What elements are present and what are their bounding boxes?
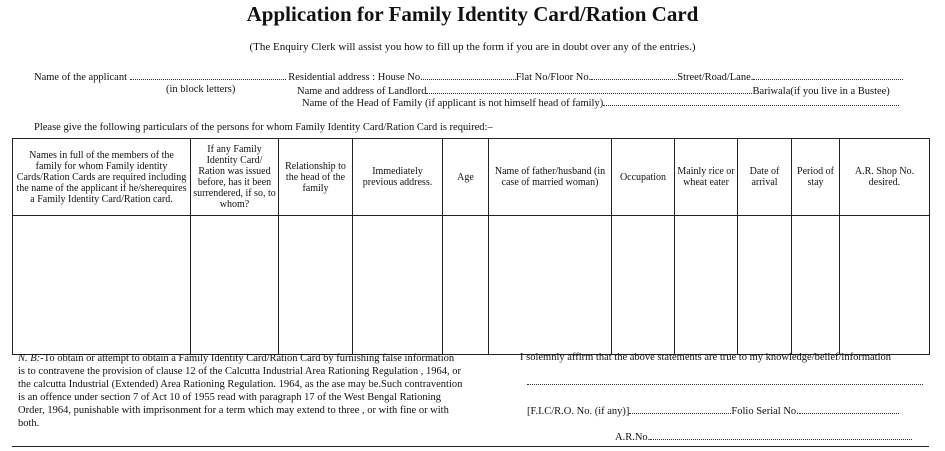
cell-date-arrival[interactable] [738, 216, 792, 355]
col-ar-shop: A.R. Shop No. desired. [840, 139, 930, 216]
applicant-name-field[interactable] [130, 70, 286, 80]
ar-label: A.R.No. [615, 432, 651, 443]
cell-rice-wheat[interactable] [675, 216, 738, 355]
cell-period-stay[interactable] [792, 216, 840, 355]
landlord-field[interactable] [426, 84, 752, 94]
col-relationship: Relationship to the head of the family [279, 139, 353, 216]
street-label: Street/Road/Lane. [677, 72, 754, 83]
affirmation-text: I solemnly affirm that the above statements are true to my knowledge/belief/information [520, 352, 891, 363]
col-date-arrival: Date of arrival [738, 139, 792, 216]
street-field[interactable] [753, 70, 903, 80]
cell-father-husband[interactable] [489, 216, 612, 355]
applicant-name-row [34, 70, 903, 83]
col-names: Names in full of the members of the family for whom Family identity Cards/Ration Cards are required including the name of the applicant if he/sherequires a Family Identity Card/Ration card. [13, 139, 191, 216]
col-age: Age [443, 139, 489, 216]
signature-line[interactable] [527, 378, 923, 385]
nb-prefix: N. B: [18, 353, 41, 364]
cell-previous-card[interactable] [191, 216, 279, 355]
cell-occupation[interactable] [612, 216, 675, 355]
nb-text: -To obtain or attempt to obtain a Family Identity Card/Ration Card by furnishing false information is to contravene the provision of clause 12 of the Calcutta Industrial Area Rationing Regulation , 1964, or the calcutta Industrial (Extended) Area Rationing Regulation. 1964, as the ase may be.Such contravention is an offence under section 7 of Act 10 of 1955 read with paragraph 17 of the West Bengal Rationing Order, 1964, punishable with imprisonment for a term which may extend to three , or with fine or with both. [18, 353, 463, 429]
table-row [13, 216, 930, 355]
col-occupation: Occupation [612, 139, 675, 216]
form-subtitle: (The Enquiry Clerk will assist you how to fill up the form if you are in doubt over any of the entries.) [249, 41, 696, 53]
table-intro: Please give the following particulars of the persons for whom Family Identity Card/Ration Card is required:– [34, 122, 493, 133]
table-header-row [13, 139, 930, 216]
block-letters-note: (in block letters) [166, 84, 236, 95]
nb-note [18, 352, 463, 430]
col-previous-address: Immediately previous address. [353, 139, 443, 216]
cell-relationship[interactable] [279, 216, 353, 355]
family-members-table [12, 138, 930, 355]
col-rice-wheat: Mainly rice or wheat eater [675, 139, 738, 216]
flat-no-field[interactable] [591, 70, 677, 80]
bottom-rule [12, 446, 929, 447]
head-of-family-row [302, 96, 899, 109]
col-period-stay: Period of stay [792, 139, 840, 216]
residential-address-label: Residential address : House No. [288, 72, 423, 83]
col-previous-card: If any Family Identity Card/ Ration was issued before, has it been surrendered, if so, to whom? [191, 139, 279, 216]
folio-label: Folio Serial No. [731, 406, 799, 417]
bariwala-label: Bariwala(if you live in a Bustee) [752, 86, 890, 97]
flat-label: Flat No/Floor No. [515, 72, 592, 83]
house-no-field[interactable] [423, 70, 516, 80]
applicant-name-label: Name of the applicant [34, 72, 128, 83]
ar-field[interactable] [650, 430, 912, 440]
form-title: Application for Family Identity Card/Ration Card [246, 2, 699, 26]
cell-ar-shop[interactable] [840, 216, 930, 355]
cell-age[interactable] [443, 216, 489, 355]
ar-row [615, 430, 912, 443]
fic-row [527, 404, 899, 417]
head-of-family-label: Name of the Head of Family (if applicant is not himself head of family) [302, 98, 604, 109]
fic-field[interactable] [629, 404, 731, 414]
head-of-family-field[interactable] [603, 96, 899, 106]
cell-previous-address[interactable] [353, 216, 443, 355]
col-father-husband: Name of father/husband (in case of married woman) [489, 139, 612, 216]
fic-label: [F.I.C/R.O. No. (if any)] [527, 406, 630, 417]
folio-field[interactable] [799, 404, 899, 414]
landlord-label: Name and address of Landlord [297, 86, 427, 97]
cell-names[interactable] [13, 216, 191, 355]
